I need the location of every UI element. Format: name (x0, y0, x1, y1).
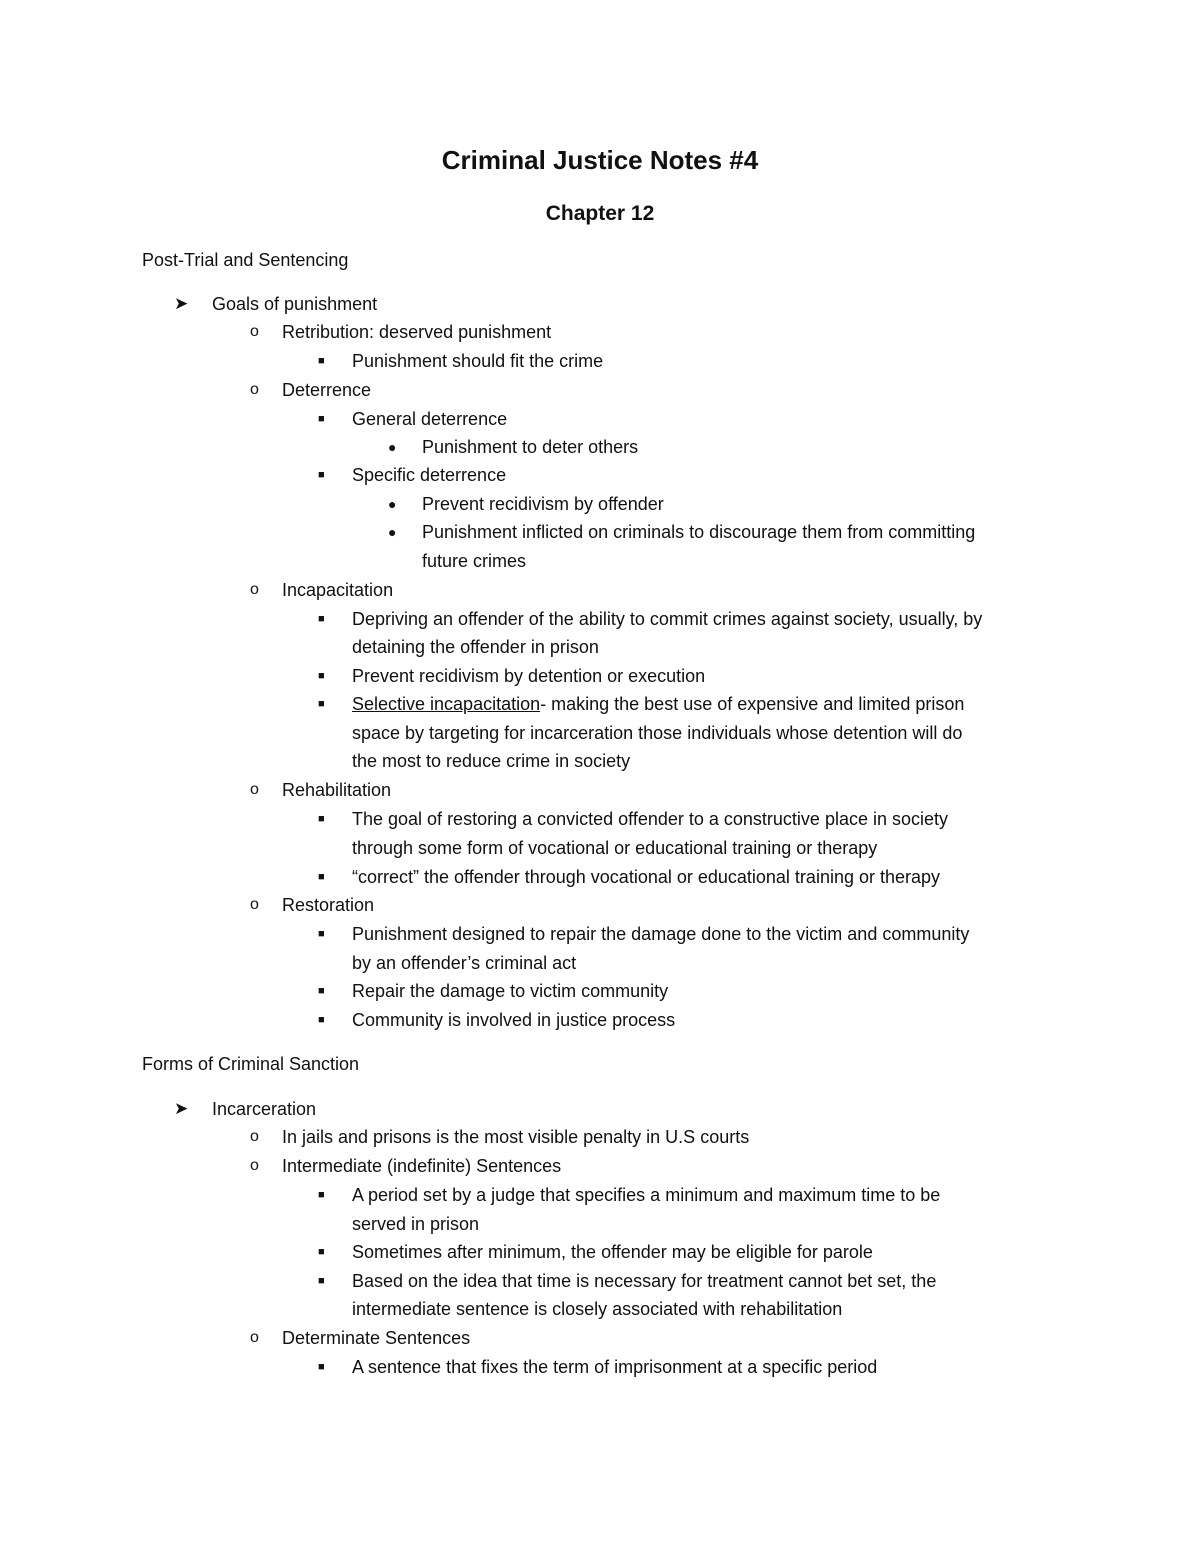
list-item-continuation: future crimes (422, 551, 527, 571)
list-item-jails: In jails and prisons is the most visible penalty in U.S courts (282, 1127, 750, 1147)
list-item-general-deterrence: General deterrence (352, 409, 508, 429)
square-bullet-icon: ■ (318, 355, 325, 367)
list-item: Repair the damage to victim community (352, 981, 669, 1001)
square-bullet-icon: ■ (318, 985, 325, 997)
square-bullet-icon: ■ (318, 928, 325, 940)
square-bullet-icon: ■ (318, 469, 325, 481)
section-heading-forms-of-sanction: Forms of Criminal Sanction (142, 1054, 360, 1074)
list-item-specific-deterrence: Specific deterrence (352, 465, 507, 485)
circle-bullet-icon: o (250, 781, 259, 798)
dot-bullet-icon: ● (388, 524, 397, 540)
square-bullet-icon: ■ (318, 813, 325, 825)
list-item: Based on the idea that time is necessary for treatment cannot bet set, the (352, 1271, 937, 1291)
list-item: Prevent recidivism by offender (422, 494, 664, 514)
document-title: Criminal Justice Notes #4 (441, 145, 759, 175)
list-item-incapacitation: Incapacitation (282, 580, 394, 600)
square-bullet-icon: ■ (318, 1246, 325, 1258)
list-item: Punishment designed to repair the damage done to the victim and community (352, 924, 970, 944)
list-item: The goal of restoring a convicted offender to a constructive place in society (352, 809, 949, 829)
list-item-deterrence: Deterrence (282, 380, 372, 400)
selective-incapacitation-term: Selective incapacitation (352, 694, 541, 714)
square-bullet-icon: ■ (318, 613, 325, 625)
list-item-continuation: through some form of vocational or educational training or therapy (352, 838, 878, 858)
list-item-selective-incapacitation (352, 690, 964, 718)
list-item-continuation: space by targeting for incarceration those individuals whose detention will do (352, 723, 963, 743)
list-item-continuation: served in prison (352, 1214, 480, 1234)
circle-bullet-icon: o (250, 1329, 259, 1346)
list-item: A sentence that fixes the term of imprisonment at a specific period (352, 1357, 878, 1377)
list-item-continuation: by an offender’s criminal act (352, 953, 577, 973)
square-bullet-icon: ■ (318, 413, 325, 425)
square-bullet-icon: ■ (318, 1014, 325, 1026)
circle-bullet-icon: o (250, 581, 259, 598)
list-item-restoration: Restoration (282, 895, 375, 915)
list-item-goals: Goals of punishment (212, 294, 378, 314)
square-bullet-icon: ■ (318, 670, 325, 682)
circle-bullet-icon: o (250, 1157, 259, 1174)
list-item: A period set by a judge that specifies a minimum and maximum time to be (352, 1185, 941, 1205)
circle-bullet-icon: o (250, 381, 259, 398)
selective-incapacitation-definition: - making the best use of expensive and limited prison (540, 694, 965, 714)
dot-bullet-icon: ● (388, 496, 397, 512)
list-item: “correct” the offender through vocational or educational training or therapy (352, 867, 941, 887)
circle-bullet-icon: o (250, 896, 259, 913)
list-item: Punishment should fit the crime (352, 351, 604, 371)
square-bullet-icon: ■ (318, 871, 325, 883)
list-item-rehabilitation: Rehabilitation (282, 780, 392, 800)
square-bullet-icon: ■ (318, 1189, 325, 1201)
list-item: Sometimes after minimum, the offender may be eligible for parole (352, 1242, 873, 1262)
dot-bullet-icon: ● (388, 439, 397, 455)
section-heading-post-trial: Post-Trial and Sentencing (142, 250, 349, 270)
list-item-continuation: the most to reduce crime in society (352, 751, 631, 771)
list-item-retribution: Retribution: deserved punishment (282, 322, 552, 342)
arrow-bullet-icon: ➤ (174, 294, 189, 313)
list-item: Punishment inflicted on criminals to discourage them from committing (422, 522, 976, 542)
list-item: Punishment to deter others (422, 437, 639, 457)
list-item-incarceration: Incarceration (212, 1099, 317, 1119)
circle-bullet-icon: o (250, 323, 259, 340)
list-item: Prevent recidivism by detention or execution (352, 666, 706, 686)
square-bullet-icon: ■ (318, 1361, 325, 1373)
circle-bullet-icon: o (250, 1128, 259, 1145)
list-item-continuation: intermediate sentence is closely associated with rehabilitation (352, 1299, 843, 1319)
list-item-continuation: detaining the offender in prison (352, 637, 599, 657)
list-item: Community is involved in justice process (352, 1010, 676, 1030)
square-bullet-icon: ■ (318, 698, 325, 710)
chapter-heading: Chapter 12 (545, 202, 655, 225)
arrow-bullet-icon: ➤ (174, 1099, 189, 1118)
square-bullet-icon: ■ (318, 1275, 325, 1287)
list-item: Depriving an offender of the ability to commit crimes against society, usually, by (352, 609, 983, 629)
list-item-intermediate-sentences: Intermediate (indefinite) Sentences (282, 1156, 562, 1176)
list-item-determinate-sentences: Determinate Sentences (282, 1328, 471, 1348)
